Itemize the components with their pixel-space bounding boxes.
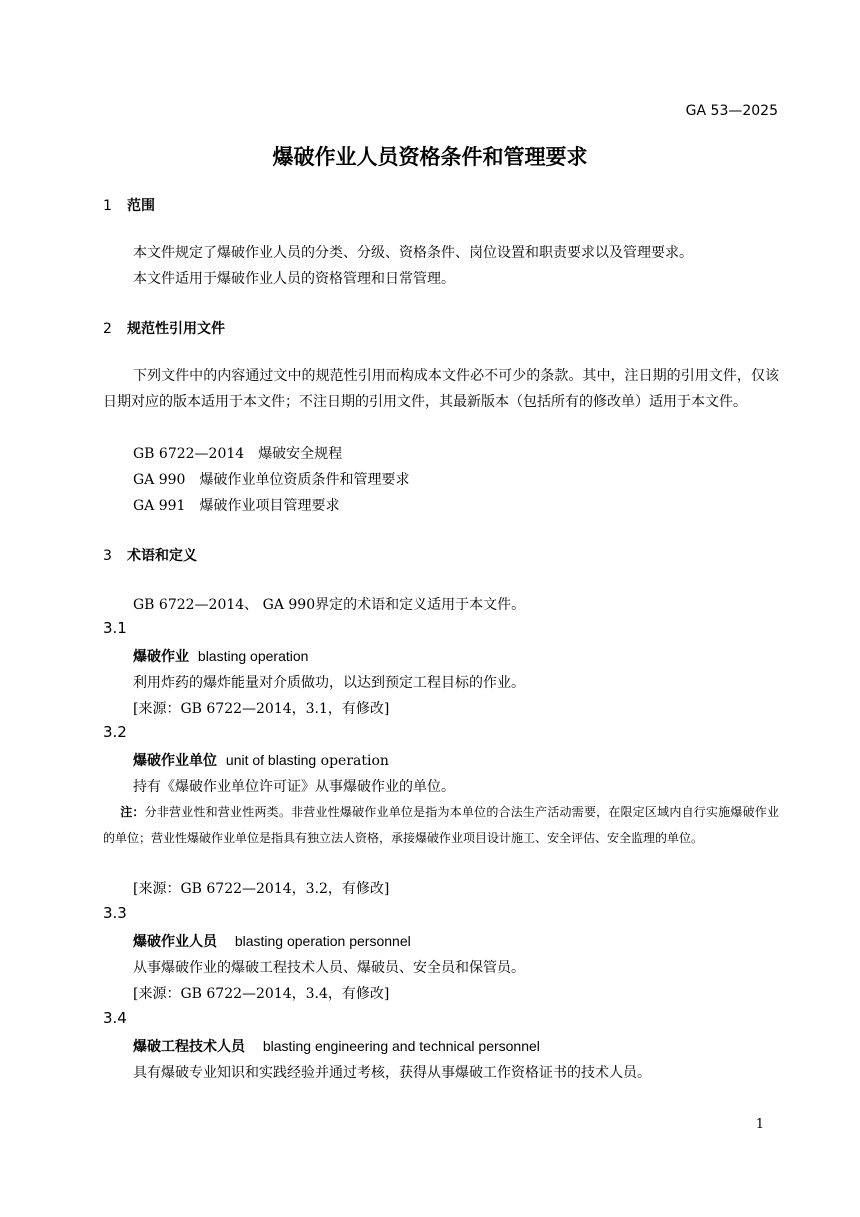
paragraph: GB 6722—2014、 GA 990界定的术语和定义适用于本文件。 [133,597,526,613]
reference-name: 爆破作业项目管理要求 [199,498,340,514]
term-en: unit of blasting [225,752,317,768]
section-1-heading [103,195,155,215]
term-note [103,799,779,851]
note-label: 注： [120,805,145,819]
term-number: 3.3 [103,904,127,922]
term-en: blasting operation [197,648,309,664]
reference-item [133,495,339,515]
term-en-tail: operation [320,753,389,769]
note-text: 分非营业性和营业性两类。非营业性爆破作业单位是指为本单位的合法生产活动需要，在限定区域内自行实施爆破作业的单位；营业性爆破作业单位是指具有独立法人资格，承接爆破作业项目设计施工、安全评估、安全监理的单位。 [103,805,779,845]
reference-code: GA 991 [133,498,186,514]
section-title: 范围 [127,198,155,214]
term-definition: 从事爆破作业的爆破工程技术人员、爆破员、安全员和保管员。 [133,960,525,976]
term-number: 3.4 [103,1009,127,1027]
paragraph: 本文件规定了爆破作业人员的分类、分级、资格条件、岗位设置和职责要求以及管理要求。 [133,245,693,261]
reference-code: GA 990 [133,472,186,488]
term-heading [133,931,411,951]
section-number: 1 [103,198,112,214]
section-2-heading [103,318,225,338]
term-definition: 利用炸药的爆炸能量对介质做功，以达到预定工程目标的作业。 [133,675,525,691]
reference-item [133,443,342,463]
term-heading [133,750,389,770]
reference-name: 爆破作业单位资质条件和管理要求 [199,472,410,488]
section-number: 3 [103,548,112,564]
paragraph: 本文件适用于爆破作业人员的资格管理和日常管理。 [133,271,455,287]
term-definition: 持有《爆破作业单位许可证》从事爆破作业的单位。 [133,779,455,795]
section-title: 规范性引用文件 [127,321,225,337]
section-3-heading [103,545,197,565]
term-zh: 爆破作业人员 [133,934,217,950]
term-source: [来源：GB 6722—2014，3.1，有修改] [133,701,390,717]
document-title: 爆破作业人员资格条件和管理要求 [272,145,588,169]
paragraph: 下列文件中的内容通过文中的规范性引用而构成本文件必不可少的条款。其中，注日期的引用文件，仅该日期对应的版本适用于本文件；不注日期的引用文件，其最新版本（包括所有的修改单）适用于本文件。 [103,368,779,410]
document-number: GA 53—2025 [685,103,778,119]
reference-item [133,469,409,489]
term-zh: 爆破作业 [133,649,189,665]
term-source: [来源：GB 6722—2014，3.2，有修改] [133,881,390,897]
term-number: 3.2 [103,723,127,741]
page-number: 1 [755,1117,764,1132]
term-heading [133,1036,540,1056]
section-number: 2 [103,321,112,337]
reference-name: 爆破安全规程 [258,446,343,462]
term-definition: 具有爆破专业知识和实践经验并通过考核，获得从事爆破工作资格证书的技术人员。 [133,1065,651,1081]
term-en: blasting operation personnel [234,933,411,949]
term-zh: 爆破工程技术人员 [133,1039,245,1055]
term-en: blasting engineering and technical personnel [262,1038,540,1054]
section-title: 术语和定义 [127,548,197,564]
term-source: [来源：GB 6722—2014，3.4，有修改] [133,986,390,1002]
term-number: 3.1 [103,619,127,637]
term-heading [133,646,308,666]
reference-code: GB 6722—2014 [133,446,245,462]
term-zh: 爆破作业单位 [133,753,217,769]
